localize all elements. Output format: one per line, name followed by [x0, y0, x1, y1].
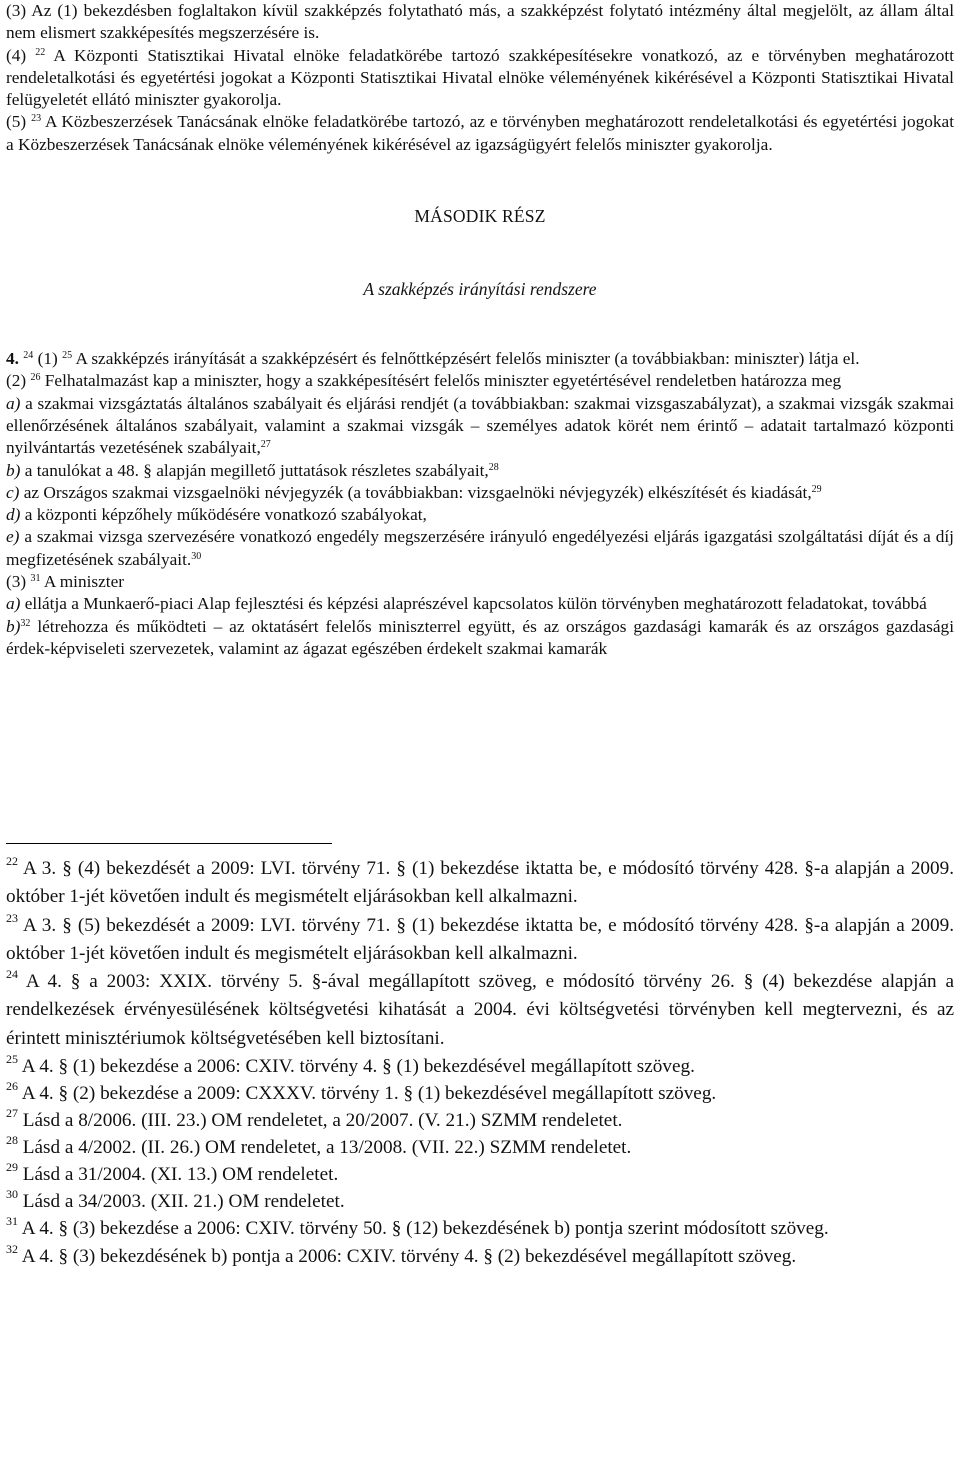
footnote-text: Lásd a 8/2006. (III. 23.) OM rendeletet, a 20/2007. (V. 21.) SZMM rendeletet. — [18, 1110, 623, 1132]
footnote-ref-30[interactable]: 30 — [191, 550, 202, 562]
list-item-a — [6, 393, 954, 460]
paragraph-text: Felhatalmazást kap a miniszter, hogy a szakképesítésért felelős miniszter egyetértésével rendeletben határozza meg — [40, 371, 842, 391]
section-4-paragraph-1 — [6, 348, 954, 370]
footnote-25 — [6, 1053, 954, 1080]
item-letter: b) — [6, 616, 21, 636]
list-item-d — [6, 504, 954, 526]
item-letter: a) — [6, 594, 21, 614]
footnote-text: A 4. § a 2003: XXIX. törvény 5. §-ával megállapított szöveg, e módosító törvény 26. § (4) bekezdése alapján a rendelkezések érvényesülésének költségvetési kihatását a 2004. évi költségvetési törvényben kell megtervezni, és az érintett minisztériumok költségvetésében kell biztosítani. — [6, 971, 954, 1049]
section-4-paragraph-2 — [6, 370, 954, 392]
paragraph-number: (2) — [6, 371, 27, 391]
item-letter: b) — [6, 460, 21, 480]
paragraph-text: A miniszter — [40, 572, 125, 592]
paragraph-text: A szakképzés irányítását a szakképzésért és felnőttképzésért felelős miniszter (a továbbiakban: miniszter) látja el. — [72, 349, 860, 369]
footnote-number: 31 — [6, 1214, 18, 1229]
footnote-ref-26[interactable]: 26 — [30, 372, 41, 384]
footnote-29 — [6, 1161, 954, 1188]
footnote-number: 28 — [6, 1133, 18, 1148]
footnote-text: A 4. § (3) bekezdésének b) pontja a 2006: CXIV. törvény 4. § (2) bekezdésével megállapított szöveg. — [18, 1246, 797, 1268]
footnote-30 — [6, 1188, 954, 1215]
item-text: a szakmai vizsga szervezésére vonatkozó engedély megszerzésére irányuló engedélyezési eljárás igazgatási szolgáltatási díját és a díj megfizetésének szabályait. — [6, 527, 954, 569]
footnote-ref-28[interactable]: 28 — [488, 461, 499, 473]
footnote-ref-22[interactable]: 22 — [35, 46, 46, 58]
paragraph-3-3 — [6, 0, 954, 45]
footnote-text: Lásd a 4/2002. (II. 26.) OM rendeletet, a 13/2008. (VII. 22.) SZMM rendeletet. — [18, 1137, 632, 1159]
footnote-number: 32 — [6, 1242, 18, 1257]
footnote-32 — [6, 1243, 954, 1271]
item-text: a szakmai vizsgáztatás általános szabályait és eljárási rendjét (a továbbiakban: szakmai vizsgaszabályzat), a szakmai vizsgák szakmai ellenőrzésének általános szabályait, valamint a szakmai vizsgák – személyes adatok körét nem érintő – adatait tartalmazó központi nyilvántartás vezetésének szabályait, — [6, 393, 954, 458]
list-item-b — [6, 460, 954, 482]
section-number: 4. — [6, 349, 19, 369]
list-item-3b — [6, 616, 954, 661]
footnote-ref-29[interactable]: 29 — [811, 483, 822, 495]
item-letter: a) — [6, 393, 21, 413]
footnote-separator — [6, 843, 332, 844]
item-text: létrehozza és működteti – az oktatásért felelős miniszterrel együtt, és az országos gazdasági kamarák és az országos gazdasági érdek-képviseleti szervezetek, valamint az ágazat egészében érdekelt szakmai kamarák — [6, 616, 954, 658]
footnote-number: 27 — [6, 1106, 18, 1121]
section-4-paragraph-3 — [6, 571, 954, 593]
footnote-text: A 3. § (5) bekezdését a 2009: LVI. törvény 71. § (1) bekezdése iktatta be, e módosító törvény 428. §-a alapján a 2009. október 1-jét követően indult és megismételt eljárásokban kell alkalmazni. — [6, 914, 954, 964]
footnote-text: A 4. § (1) bekezdése a 2006: CXIV. törvény 4. § (1) bekezdésével megállapított szöveg. — [18, 1056, 695, 1078]
footnote-24 — [6, 968, 954, 1053]
footnote-31 — [6, 1215, 954, 1243]
footnote-ref-27[interactable]: 27 — [260, 439, 271, 451]
footnote-ref-24[interactable]: 24 — [23, 350, 34, 362]
item-text: a tanulókat a 48. § alapján megillető juttatások részletes szabályait, — [20, 460, 489, 480]
chapter-title: A szakképzés irányítási rendszere — [363, 279, 597, 300]
footnote-text: Lásd a 31/2004. (XI. 13.) OM rendeletet. — [18, 1164, 339, 1186]
item-letter: e) — [6, 527, 20, 547]
footnote-number: 30 — [6, 1187, 18, 1202]
paragraph-number: (4) — [6, 45, 27, 65]
law-body-text — [6, 0, 954, 660]
footnote-27 — [6, 1107, 954, 1134]
item-text: az Országos szakmai vizsgaelnöki névjegyzék (a továbbiakban: vizsgaelnöki névjegyzék) elkészítését és kiadását, — [19, 482, 812, 502]
item-text: ellátja a Munkaerő-piaci Alap fejlesztési és képzési alaprészével kapcsolatos külön törvényben meghatározott feladatokat, továbbá — [20, 594, 927, 614]
item-text: a központi képzőhely működésére vonatkozó szabályokat, — [20, 505, 427, 525]
footnote-text: A 3. § (4) bekezdését a 2009: LVI. törvény 71. § (1) bekezdése iktatta be, e módosító törvény 428. §-a alapján a 2009. október 1-jét követően indult és megismételt eljárásokban kell alkalmazni. — [6, 858, 954, 908]
paragraph-number: (3) — [6, 572, 27, 592]
paragraph-number: (1) — [33, 349, 58, 369]
paragraph-3-5 — [6, 111, 954, 156]
footnote-ref-31[interactable]: 31 — [30, 573, 41, 585]
paragraph-text: A Központi Statisztikai Hivatal elnöke feladatkörébe tartozó szakképesítésekre vonatkozó, az e törvényben meghatározott rendeletalkotási és egyetértési jogokat a Központi Statisztikai Hivatal elnöke véleményének kikérésével a Központi Statisztikai Hivatal felügyeletét ellátó miniszter gyakorolja. — [6, 45, 954, 110]
paragraph-text: A Közbeszerzések Tanácsának elnöke feladatkörébe tartozó, az e törvényben meghatározott rendeletalkotási és egyetértési jogokat a Közbeszerzések Tanácsának elnöke véleményének kikérésével az igazságügyért felelős miniszter gyakorolja. — [6, 112, 954, 154]
footnote-ref-25[interactable]: 25 — [62, 350, 73, 362]
footnotes — [6, 855, 954, 1272]
footnote-text: A 4. § (3) bekezdése a 2006: CXIV. törvény 50. § (12) bekezdésének b) pontja szerint módosított szöveg. — [18, 1218, 829, 1240]
footnote-number: 24 — [6, 967, 18, 982]
item-letter: d) — [6, 505, 21, 525]
item-letter: c) — [6, 482, 20, 502]
footnote-ref-32[interactable]: 32 — [20, 617, 31, 629]
footnote-ref-23[interactable]: 23 — [31, 113, 42, 125]
paragraph-number: (5) — [6, 112, 27, 132]
footnote-number: 29 — [6, 1160, 18, 1175]
paragraph-3-4 — [6, 45, 954, 112]
footnote-28 — [6, 1134, 954, 1161]
list-item-e — [6, 526, 954, 571]
footnote-text: A 4. § (2) bekezdése a 2009: CXXXV. törvény 1. § (1) bekezdésével megállapított szöveg. — [18, 1083, 717, 1105]
part-title: MÁSODIK RÉSZ — [414, 206, 546, 227]
footnote-number: 25 — [6, 1052, 18, 1067]
list-item-3a — [6, 593, 954, 615]
footnote-22 — [6, 855, 954, 912]
list-item-c — [6, 482, 954, 504]
footnote-26 — [6, 1080, 954, 1107]
footnote-number: 22 — [6, 854, 18, 868]
footnote-text: Lásd a 34/2003. (XII. 21.) OM rendeletet. — [18, 1191, 345, 1213]
paragraph-text: (3) Az (1) bekezdésben foglaltakon kívül szakképzés folytatható más, a szakképzést folytató intézmény által megjelölt, az állam által nem elismert szakképesítés megszerzésére is. — [6, 1, 954, 43]
footnote-number: 26 — [6, 1079, 18, 1094]
footnote-number: 23 — [6, 910, 18, 925]
footnote-23 — [6, 912, 954, 969]
